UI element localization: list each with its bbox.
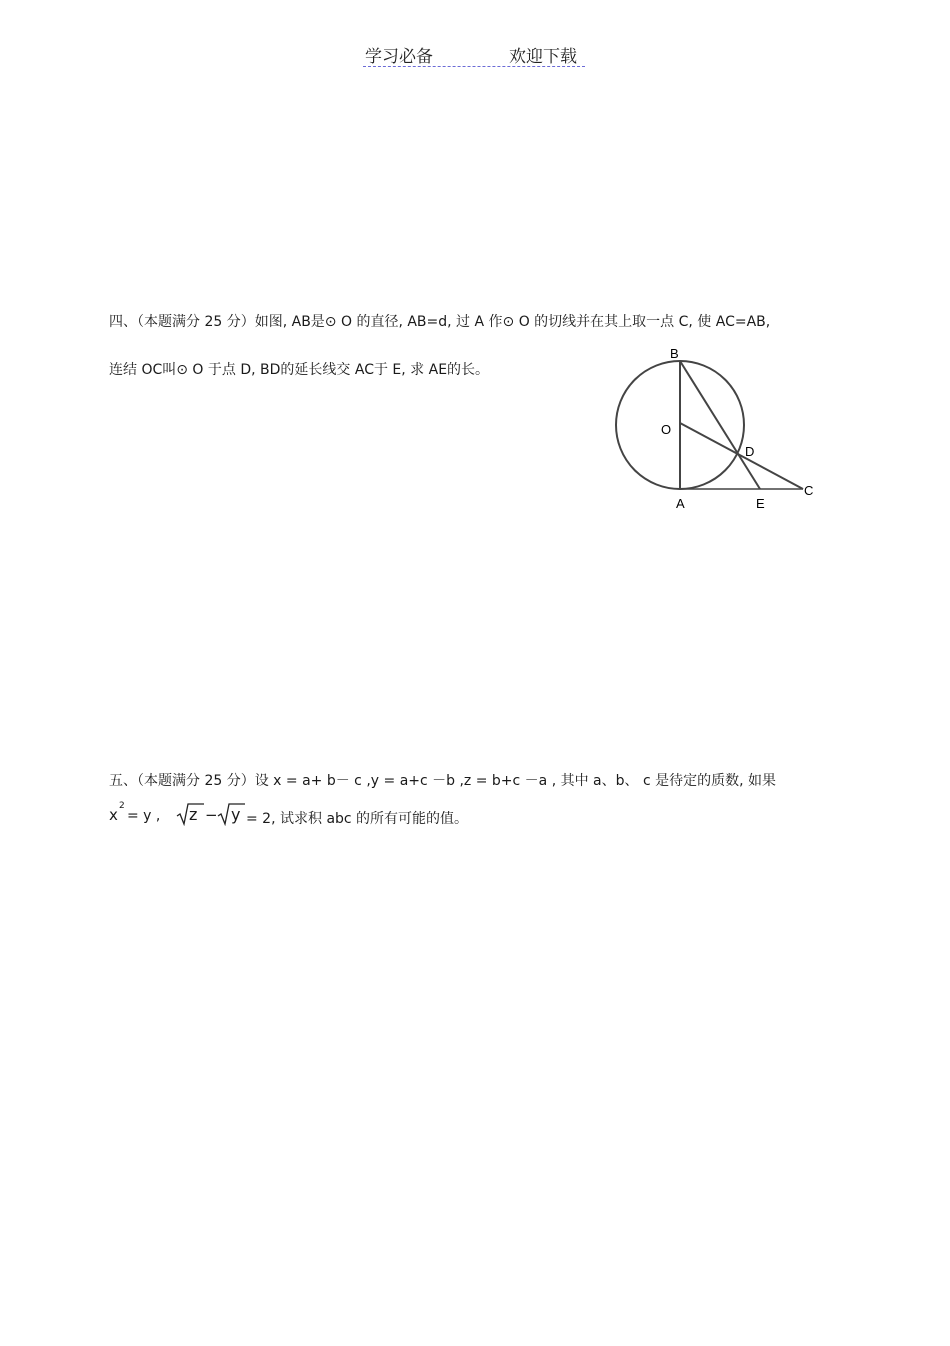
radicand-z: z	[189, 805, 198, 824]
problem5-line1: 五、（本题满分 25 分）设 x = a+ b－ c ,y = a+c －b ,z = b+c －a , 其中 a、b、 c 是待定的质数, 如果	[109, 773, 777, 789]
label-b: B	[670, 346, 679, 361]
minus-sign: −	[205, 806, 218, 824]
header-left-text: 学习必备	[365, 47, 433, 67]
label-e: E	[756, 496, 765, 511]
label-c: C	[804, 483, 814, 498]
problem4-line2: 连结 OC叫⊙ O 于点 D, BD的延长线交 AC于 E, 求 AE的长。	[109, 362, 490, 378]
page-header	[363, 40, 585, 67]
label-d: D	[745, 444, 755, 459]
geometry-figure	[605, 340, 835, 520]
line-be	[680, 361, 760, 489]
label-o: O	[661, 422, 672, 437]
line-oc	[680, 423, 803, 489]
label-a: A	[676, 496, 685, 511]
radicand-y: y	[231, 805, 241, 824]
header-right-text: 欢迎下载	[509, 47, 577, 67]
var-x: x	[109, 806, 118, 824]
problem4-line1: 四、（本题满分 25 分）如图, AB是⊙ O 的直径, AB=d, 过 A 作⊙ O 的切线并在其上取一点 C, 使 AC=AB,	[109, 314, 771, 330]
equation-tail: = 2, 试求积 abc 的所有可能的值。	[246, 811, 469, 827]
exponent-2: 2	[119, 801, 125, 811]
equals-y: = y ,	[127, 808, 161, 824]
